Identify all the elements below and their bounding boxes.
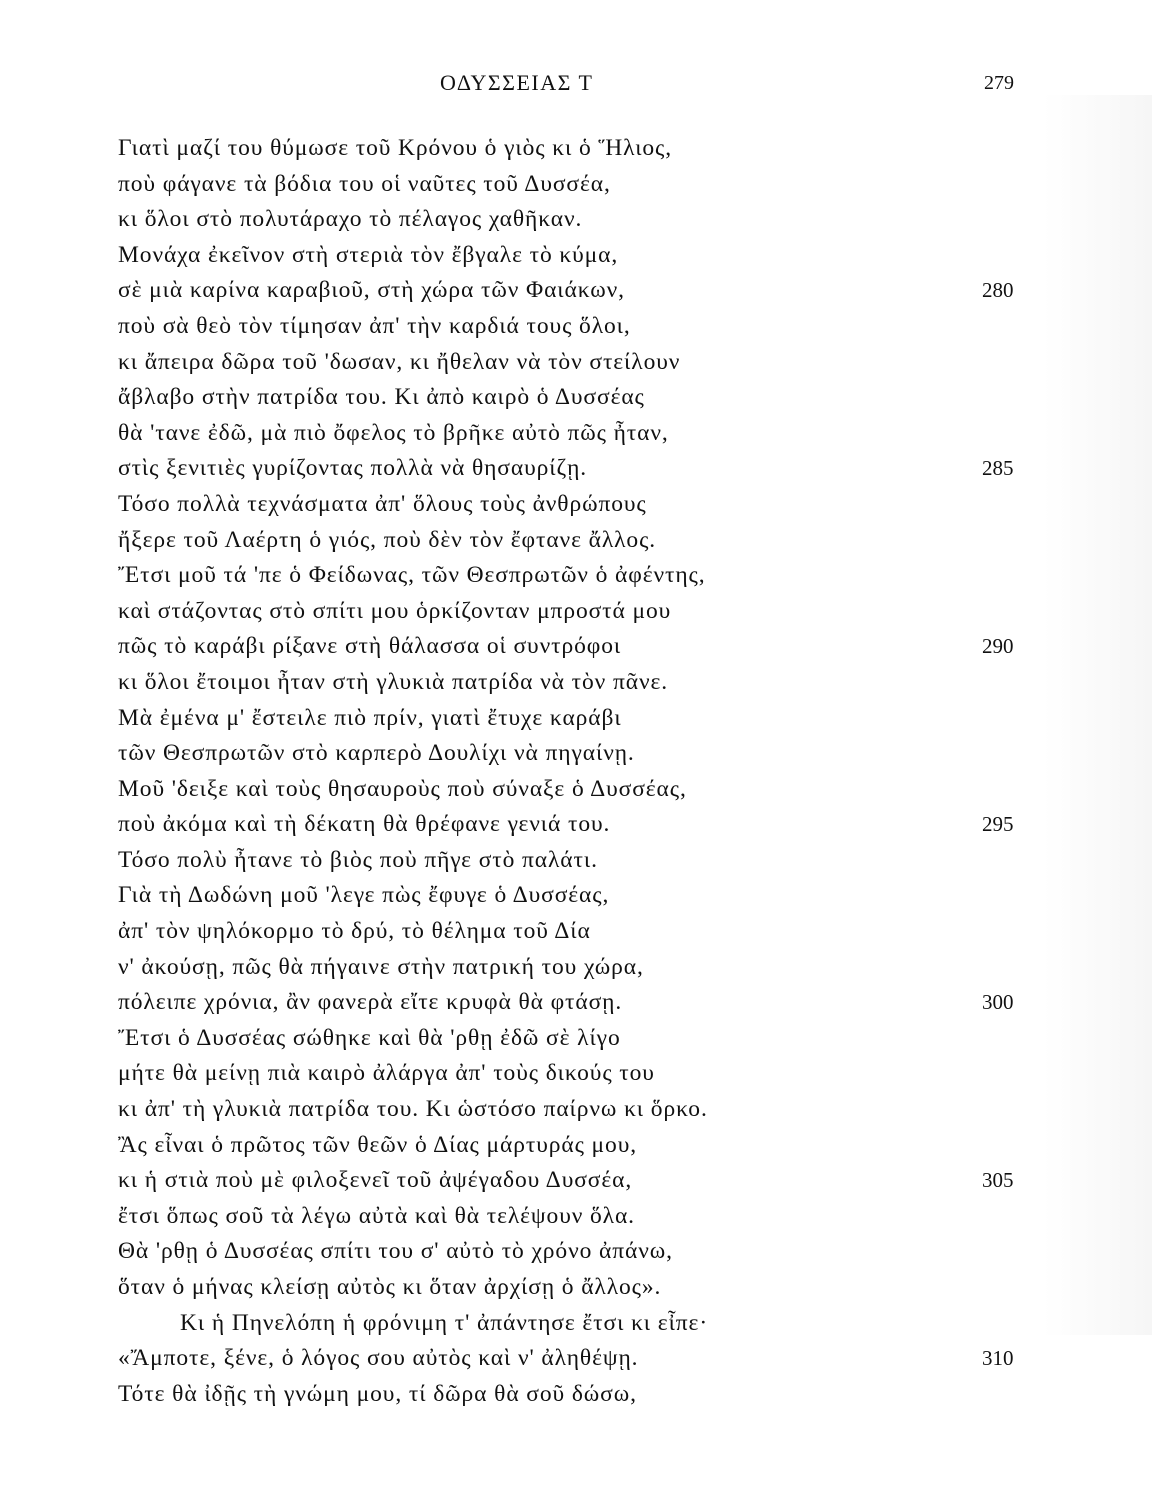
line-number: 280 — [982, 278, 1014, 303]
verse-text: μήτε θὰ μείνῃ πιὰ καιρὸ ἀλάργα ἀπ' τοὺς δικούς του — [118, 1060, 655, 1087]
verse-line — [0, 380, 1152, 416]
verse-text: Κι ἡ Πηνελόπη ἡ φρόνιμη τ' ἀπάντησε ἔτσι κι εἶπε· — [180, 1309, 709, 1336]
verse-line — [0, 131, 1152, 167]
verse-text: ἤξερε τοῦ Λαέρτη ὁ γιός, ποὺ δὲν τὸν ἔφτανε ἄλλος. — [118, 526, 657, 553]
verse-text: Γιὰ τὴ Δωδώνη μοῦ 'λεγε πὼς ἔφυγε ὁ Δυσσέας, — [118, 882, 610, 909]
verse-text: Ἔτσι ὁ Δυσσέας σώθηκε καὶ θὰ 'ρθῃ ἐδῶ σὲ λίγο — [118, 1024, 621, 1051]
verse-line — [0, 807, 1152, 843]
verse-text: κι ἀπ' τὴ γλυκιὰ πατρίδα του. Κι ὡστόσο παίρνω κι ὅρκο. — [118, 1096, 708, 1123]
verse-text: Τόσο πολλὰ τεχνάσματα ἀπ' ὅλους τοὺς ἀνθρώπους — [118, 490, 647, 517]
verse-line — [0, 950, 1152, 986]
line-number: 305 — [982, 1168, 1014, 1193]
verse-text: τῶν Θεσπρωτῶν στὸ καρπερὸ Δουλίχι νὰ πηγαίνῃ. — [118, 740, 635, 767]
verse-text: «Ἄμποτε, ξένε, ὁ λόγος σου αὐτὸς καὶ ν' ἀληθέψῃ. — [118, 1345, 639, 1372]
verse-line — [0, 558, 1152, 594]
verse-line — [0, 167, 1152, 203]
verse-line — [0, 629, 1152, 665]
line-number: 290 — [982, 634, 1014, 659]
verse-line — [0, 1056, 1152, 1092]
verse-line — [0, 1163, 1152, 1199]
verse-line — [0, 309, 1152, 345]
line-number: 300 — [982, 990, 1014, 1015]
verse-text: θὰ 'τανε ἐδῶ, μὰ πιὸ ὄφελος τὸ βρῆκε αὐτὸ πῶς ἦταν, — [118, 419, 669, 446]
running-title: ΟΔΥΣΣΕΙΑΣ Τ — [440, 70, 594, 95]
verse-text: Ἔτσι μοῦ τά 'πε ὁ Φείδωνας, τῶν Θεσπρωτῶν ὁ ἀφέντης, — [118, 562, 706, 589]
verse-text: ἄβλαβο στὴν πατρίδα του. Κι ἀπὸ καιρὸ ὁ Δυσσέας — [118, 384, 645, 411]
verse-line — [0, 1377, 1152, 1413]
verse-text: ἀπ' τὸν ψηλόκορμο τὸ δρύ, τὸ θέλημα τοῦ Δία — [118, 918, 591, 945]
verse-text: Ἂς εἶναι ὁ πρῶτος τῶν θεῶν ὁ Δίας μάρτυράς μου, — [118, 1131, 638, 1158]
verse-line — [0, 1199, 1152, 1235]
verse-line — [0, 1270, 1152, 1306]
verse-line — [0, 202, 1152, 238]
verse-text: πῶς τὸ καράβι ρίξανε στὴ θάλασσα οἱ συντρόφοι — [118, 633, 622, 660]
verse-text: Γιατὶ μαζί του θύμωσε τοῦ Κρόνου ὁ γιὸς κι ὁ Ἥλιος, — [118, 135, 673, 161]
verse-text: Μονάχα ἐκεῖνον στὴ στεριὰ τὸν ἔβγαλε τὸ κύμα, — [118, 241, 619, 268]
verse-line — [0, 1092, 1152, 1128]
verse-text: ποὺ ἀκόμα καὶ τὴ δέκατη θὰ θρέφανε γενιά του. — [118, 811, 611, 838]
verse-line — [0, 914, 1152, 950]
verse-text: στὶς ξενιτιὲς γυρίζοντας πολλὰ νὰ θησαυρίζῃ. — [118, 455, 588, 482]
verse-text: ὅταν ὁ μήνας κλείσῃ αὐτὸς κι ὅταν ἀρχίσῃ ὁ ἄλλος». — [118, 1274, 662, 1300]
verse-text: Τόσο πολὺ ἦτανε τὸ βιὸς ποὺ πῆγε στὸ παλάτι. — [118, 846, 598, 873]
verse-line — [0, 345, 1152, 381]
verse-line — [0, 451, 1152, 487]
verse-text: κι ἄπειρα δῶρα τοῦ 'δωσαν, κι ἤθελαν νὰ τὸν στείλουν — [118, 348, 681, 375]
verse-text: καὶ στάζοντας στὸ σπίτι μου ὁρκίζονταν μπροστά μου — [118, 597, 672, 624]
verse-text: ἔτσι ὅπως σοῦ τὰ λέγω αὐτὰ καὶ θὰ τελέψουν ὅλα. — [118, 1202, 635, 1229]
verse-text: ποὺ σὰ θεὸ τὸν τίμησαν ἀπ' τὴν καρδιά τους ὅλοι, — [118, 312, 631, 339]
verse-text: Θὰ 'ρθῃ ὁ Δυσσέας σπίτι του σ' αὐτὸ τὸ χρόνο ἀπάνω, — [118, 1238, 673, 1265]
verse-line — [0, 1234, 1152, 1270]
line-number: 310 — [982, 1346, 1014, 1371]
line-number: 285 — [982, 456, 1014, 481]
verse-text: πόλειπε χρόνια, ἂν φανερὰ εἴτε κρυφὰ θὰ φτάσῃ. — [118, 989, 623, 1016]
page-number: 279 — [984, 72, 1014, 94]
verse-text: Τότε θὰ ἰδῇς τὴ γνώμη μου, τί δῶρα θὰ σοῦ δώσω, — [118, 1380, 637, 1407]
verse-line — [0, 1128, 1152, 1164]
verse-text: ν' ἀκούσῃ, πῶς θὰ πήγαινε στὴν πατρική του χώρα, — [118, 953, 644, 980]
verse-text: Μοῦ 'δειξε καὶ τοὺς θησαυροὺς ποὺ σύναξε ὁ Δυσσέας, — [118, 775, 687, 802]
verse-line — [0, 273, 1152, 309]
verse-text: ποὺ φάγανε τὰ βόδια του οἱ ναῦτες τοῦ Δυσσέα, — [118, 170, 611, 197]
verse-line — [0, 878, 1152, 914]
verse-line — [0, 1021, 1152, 1057]
verse-text: κι ἡ στιὰ ποὺ μὲ φιλοξενεῖ τοῦ ἀψέγαδου Δυσσέα, — [118, 1167, 633, 1194]
verse-line — [0, 843, 1152, 879]
verse-line — [0, 665, 1152, 701]
verse-line — [0, 523, 1152, 559]
page-header — [0, 70, 1152, 106]
verse-text: σὲ μιὰ καρίνα καραβιοῦ, στὴ χώρα τῶν Φαιάκων, — [118, 277, 625, 304]
verse-text: κι ὅλοι στὸ πολυτάραχο τὸ πέλαγος χαθῆκαν. — [118, 206, 583, 233]
verse-line — [0, 238, 1152, 274]
line-number: 295 — [982, 812, 1014, 837]
verse-line — [0, 416, 1152, 452]
verse-text: κι ὅλοι ἔτοιμοι ἦταν στὴ γλυκιὰ πατρίδα νὰ τὸν πᾶνε. — [118, 668, 669, 695]
verse-line — [0, 985, 1152, 1021]
verse-line — [0, 772, 1152, 808]
verse-block — [0, 131, 1152, 1412]
verse-text: Μὰ ἐμένα μ' ἔστειλε πιὸ πρίν, γιατὶ ἔτυχε καράβι — [118, 704, 622, 731]
verse-line — [0, 487, 1152, 523]
verse-line — [0, 701, 1152, 737]
verse-line — [0, 1341, 1152, 1377]
verse-line — [0, 594, 1152, 630]
verse-line — [0, 1306, 1152, 1342]
verse-line — [0, 736, 1152, 772]
